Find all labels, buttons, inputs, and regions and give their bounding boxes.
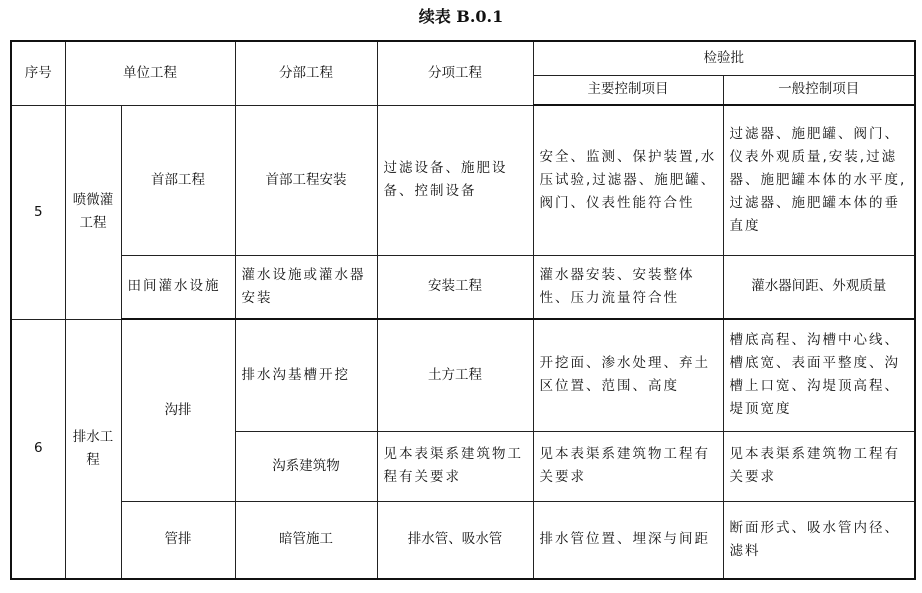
sub-unit-cell: 田间灌水设施 (121, 255, 235, 319)
main-control-cell: 见本表渠系建筑物工程有关要求 (533, 431, 723, 501)
division-cell: 排水沟基槽开挖 (235, 319, 377, 431)
division-cell: 暗管施工 (235, 501, 377, 579)
division-cell: 沟系建筑物 (235, 431, 377, 501)
unit-cell: 喷微灌工程 (65, 105, 121, 319)
header-item: 分项工程 (377, 41, 533, 105)
main-control-cell: 开挖面、渗水处理、弃土区位置、范围、高度 (533, 319, 723, 431)
main-control-cell: 灌水器安装、安装整体性、压力流量符合性 (533, 255, 723, 319)
main-control-cell: 排水管位置、埋深与间距 (533, 501, 723, 579)
header-unit: 单位工程 (65, 41, 235, 105)
header-division: 分部工程 (235, 41, 377, 105)
item-cell: 安装工程 (377, 255, 533, 319)
general-control-cell: 过滤器、施肥罐、阀门、仪表外观质量,安装,过滤器、施肥罐本体的水平度,过滤器、施肥罐本体的垂直度 (723, 105, 915, 255)
header-batch: 检验批 (533, 41, 915, 75)
table-title: 续表 B.0.1 (418, 7, 504, 26)
inspection-table (10, 40, 916, 580)
seq-cell: 5 (11, 105, 65, 319)
seq-cell: 6 (11, 319, 65, 579)
sub-unit-cell: 首部工程 (121, 105, 235, 255)
header-main-control: 主要控制项目 (533, 75, 723, 105)
division-cell: 首部工程安装 (235, 105, 377, 255)
main-control-cell: 安全、监测、保护装置,水压试验,过滤器、施肥罐、阀门、仪表性能符合性 (533, 105, 723, 255)
general-control-cell: 断面形式、吸水管内径、滤料 (723, 501, 915, 579)
general-control-cell: 灌水器间距、外观质量 (723, 255, 915, 319)
header-general-control: 一般控制项目 (723, 75, 915, 105)
table-row (11, 501, 915, 579)
general-control-cell: 槽底高程、沟槽中心线、槽底宽、表面平整度、沟槽上口宽、沟堤顶高程、堤顶宽度 (723, 319, 915, 431)
item-cell: 过滤设备、施肥设备、控制设备 (377, 105, 533, 255)
table-row (11, 319, 915, 431)
item-cell: 见本表渠系建筑物工程有关要求 (377, 431, 533, 501)
header-row-1 (11, 41, 915, 75)
division-cell: 灌水设施或灌水器安装 (235, 255, 377, 319)
header-seq: 序号 (11, 41, 65, 105)
item-cell: 排水管、吸水管 (377, 501, 533, 579)
item-cell: 土方工程 (377, 319, 533, 431)
table-row (11, 255, 915, 319)
sub-unit-cell: 管排 (121, 501, 235, 579)
table-row (11, 105, 915, 255)
general-control-cell: 见本表渠系建筑物工程有关要求 (723, 431, 915, 501)
unit-cell: 排水工程 (65, 319, 121, 579)
sub-unit-cell: 沟排 (121, 319, 235, 501)
